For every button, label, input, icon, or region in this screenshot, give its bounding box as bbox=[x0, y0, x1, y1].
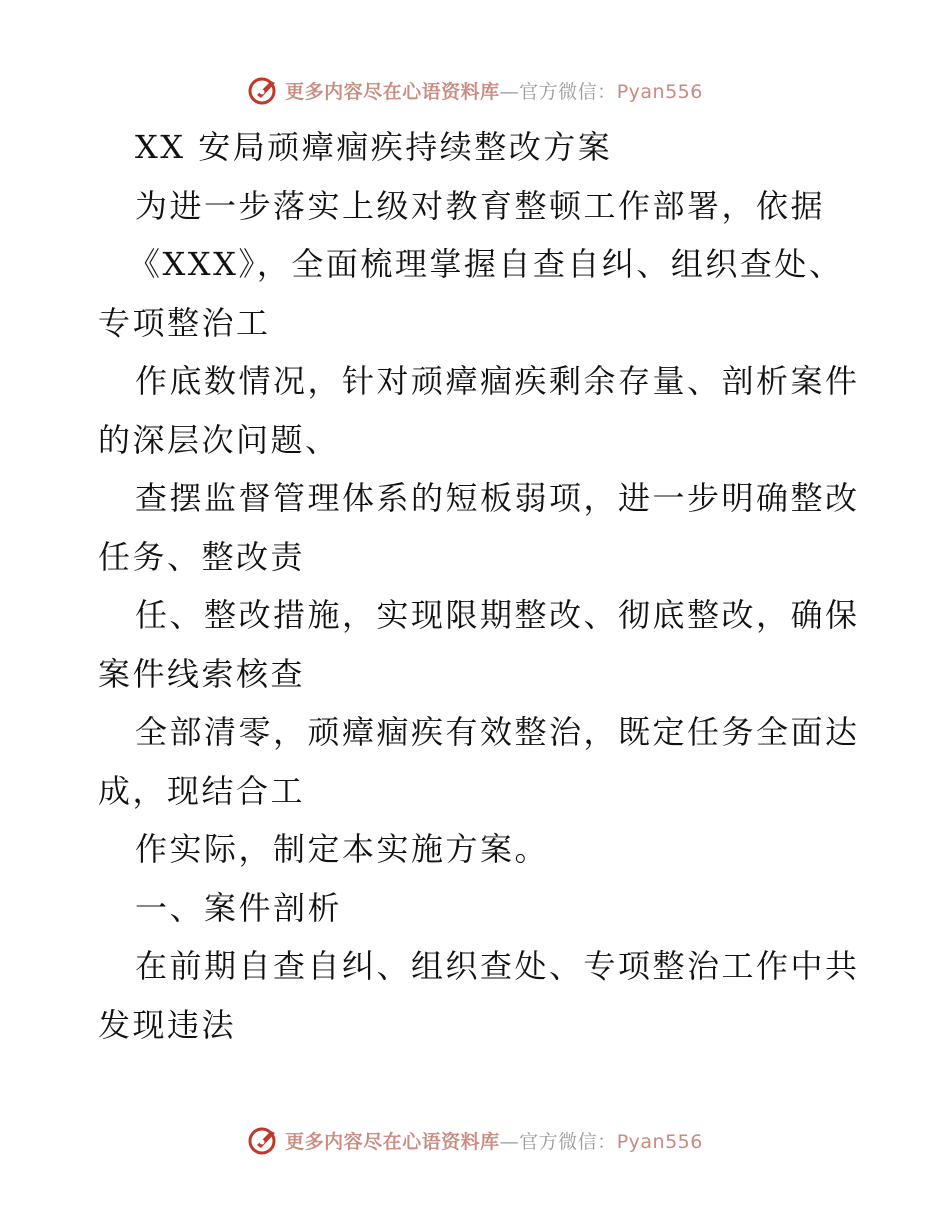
pen-nib-circle-icon bbox=[247, 73, 281, 107]
paragraph-line: 专项整治工 bbox=[98, 303, 271, 342]
pen-nib-circle-icon bbox=[247, 1123, 281, 1157]
paragraph-line: 作实际，制定本实施方案。 bbox=[135, 830, 550, 868]
paragraph-line: 发现违法 bbox=[98, 1005, 237, 1044]
paragraph-line: 在前期自查自纠、组织查处、专项整治工作中共 bbox=[135, 947, 860, 985]
paragraph-line: 作底数情况，针对顽瘴痼疾剩余存量、剖析案件 bbox=[135, 362, 860, 400]
document-body bbox=[98, 118, 878, 1054]
paragraph-line: 为进一步落实上级对教育整顿工作部署，依据 bbox=[135, 186, 826, 225]
document-title: XX 安局顽瘴痼疾持续整改方案 bbox=[135, 128, 613, 166]
paragraph-line: 查摆监督管理体系的短板弱项，进一步明确整改 bbox=[135, 479, 860, 517]
paragraph-line: 的深层次问题、 bbox=[98, 420, 340, 459]
watermark-header bbox=[0, 70, 950, 110]
paragraph-line: 《XXX》，全面梳理掌握自查自纠、组织查处、 bbox=[128, 245, 844, 283]
paragraph-line: 任务、整改责 bbox=[98, 537, 306, 576]
paragraph-line: 任、整改措施，实现限期整改、彻底整改，确保 bbox=[135, 596, 860, 634]
paragraph-line: 全部清零，顽瘴痼疾有效整治，既定任务全面达 bbox=[135, 713, 860, 751]
watermark-footer bbox=[0, 1120, 950, 1160]
watermark-text: 更多内容尽在心语资料库—官方微信：Pyan556 bbox=[285, 80, 703, 103]
paragraph-line: 案件线索核查 bbox=[98, 654, 306, 693]
section-heading: 一、案件剖析 bbox=[135, 888, 343, 927]
watermark-text: 更多内容尽在心语资料库—官方微信：Pyan556 bbox=[285, 1130, 703, 1153]
paragraph-line: 成，现结合工 bbox=[98, 771, 306, 810]
